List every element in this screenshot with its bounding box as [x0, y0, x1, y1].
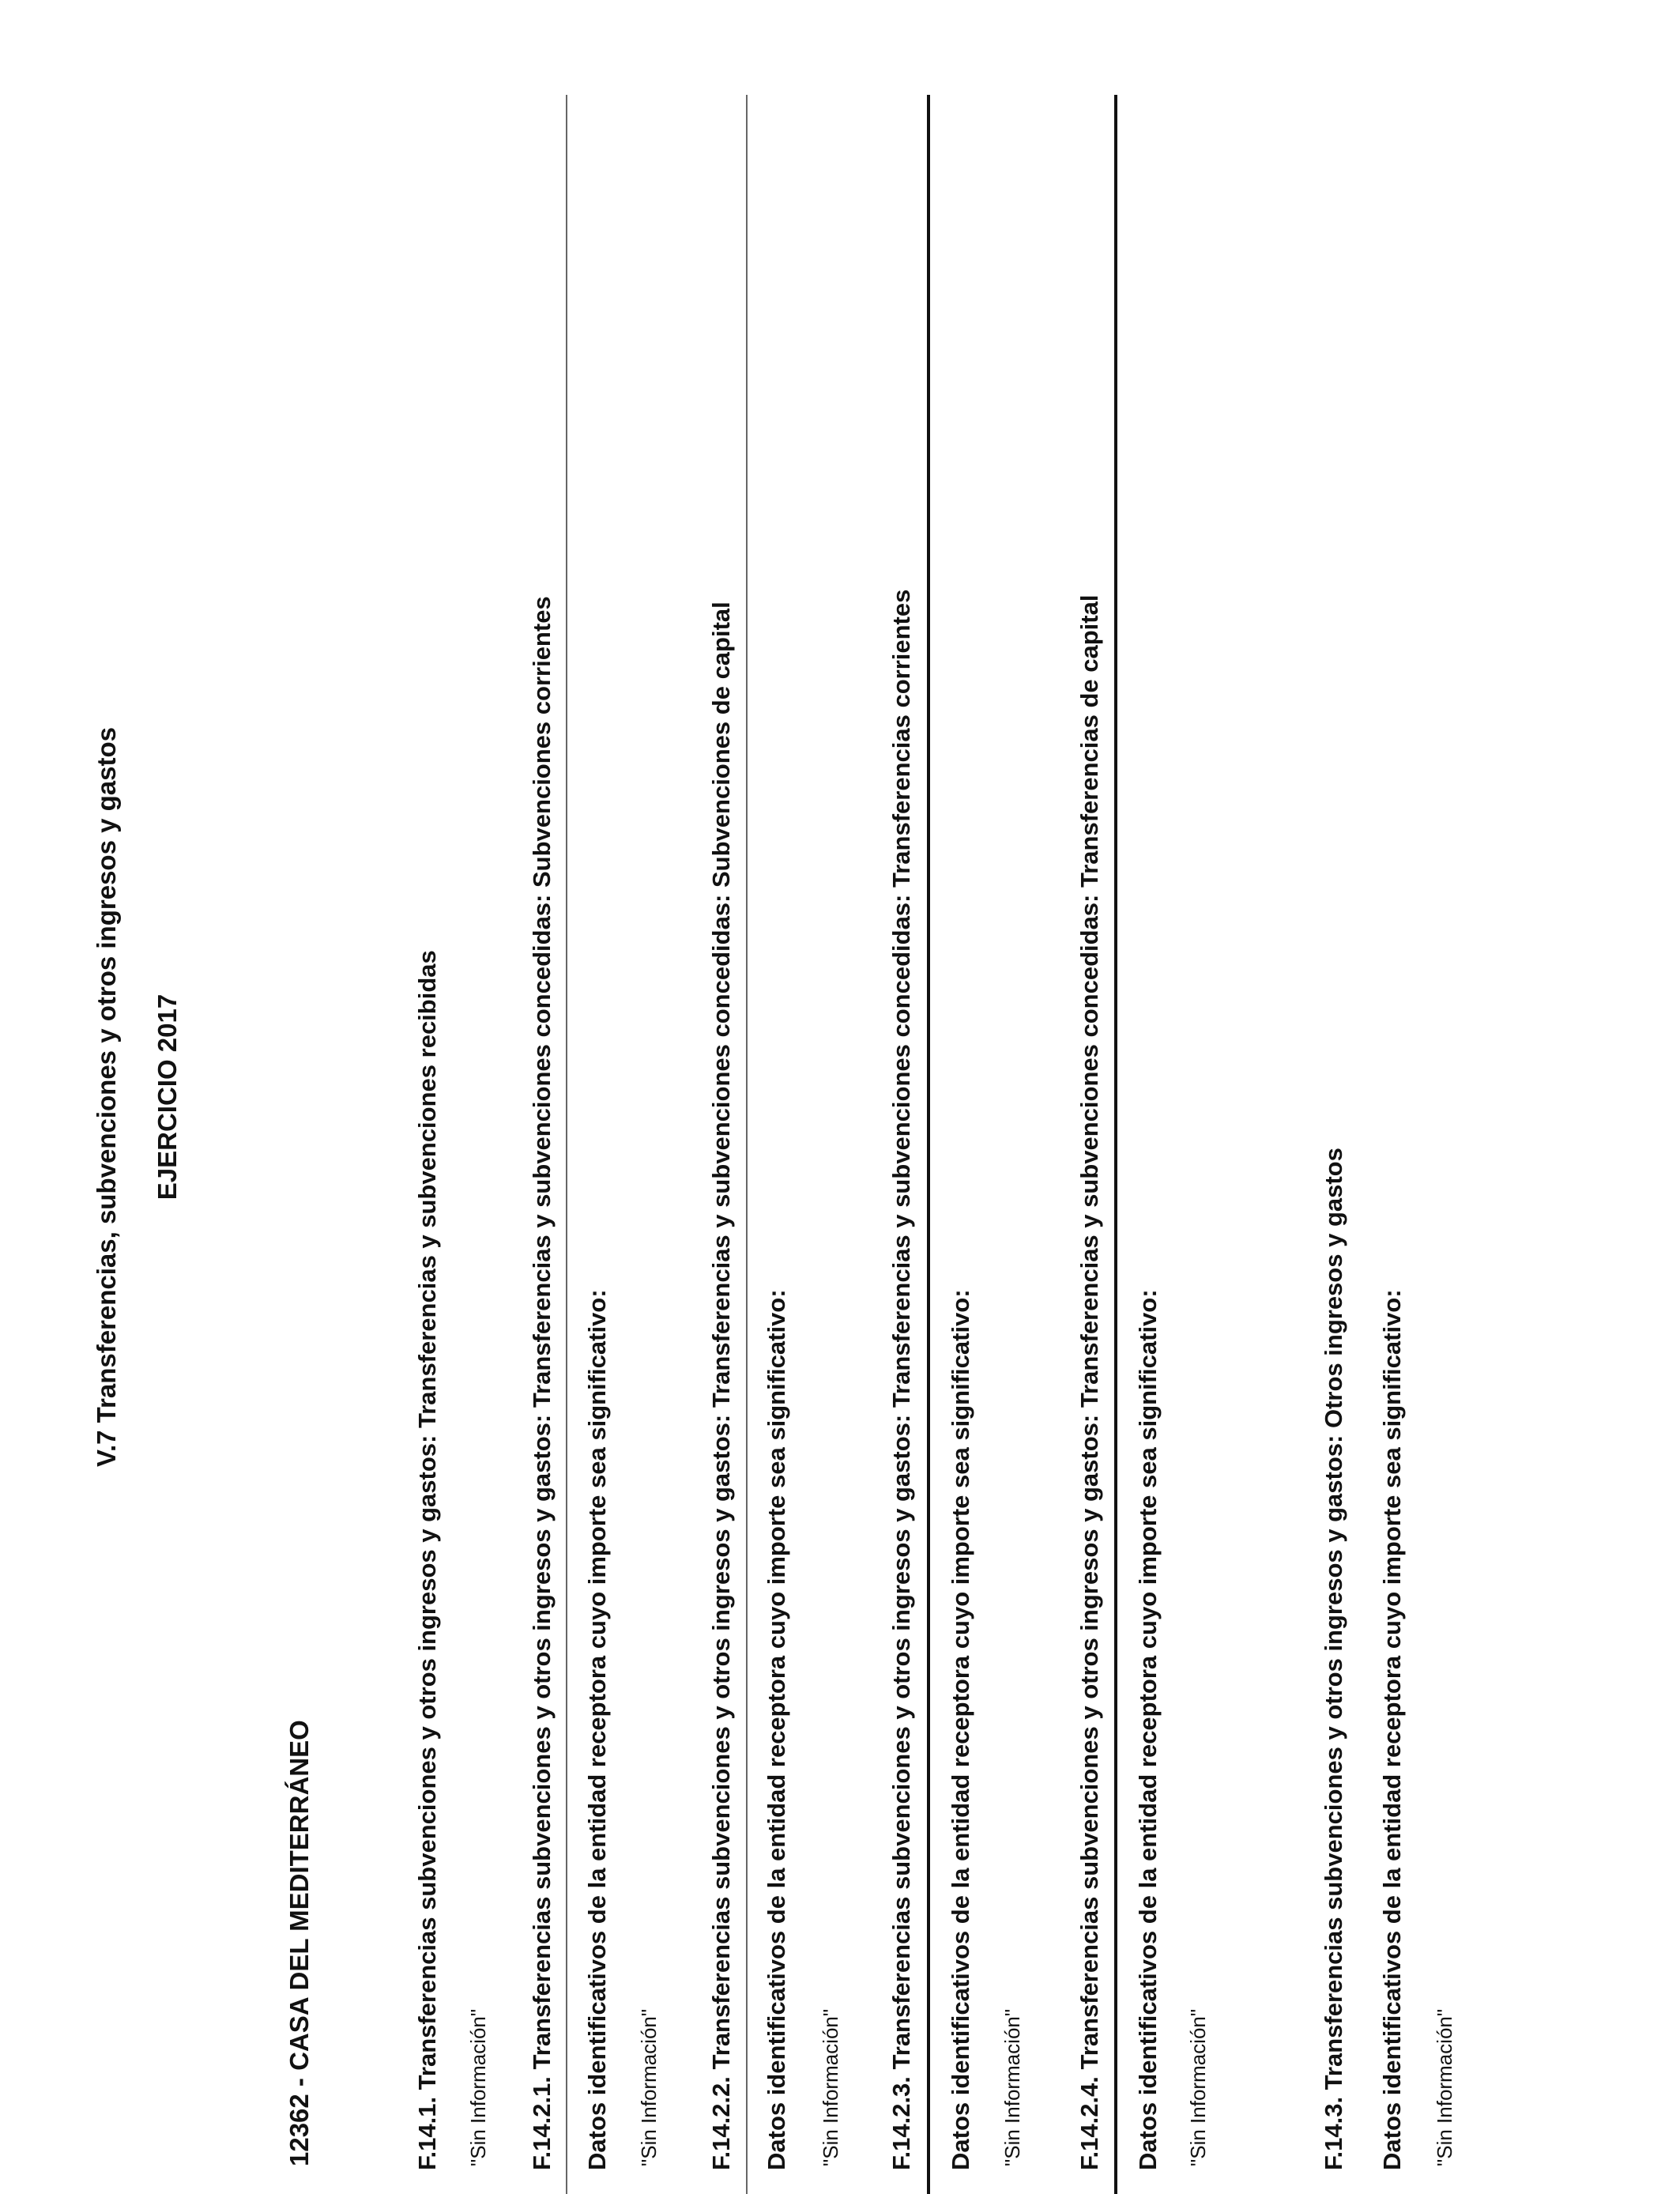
document-title: V.7 Transferencias, subvenciones y otros ingresos y gastos: [92, 727, 121, 1468]
receptor-data-label: Datos identificativos de la entidad receptora cuyo importe sea significativo:: [1134, 1289, 1162, 2170]
exercise-year: EJERCICIO 2017: [153, 993, 182, 1201]
receptor-data-label: Datos identificativos de la entidad receptora cuyo importe sea significativo:: [947, 1289, 974, 2170]
sin-informacion-text: "Sin Información": [637, 2008, 661, 2166]
sin-informacion-text: "Sin Información": [1000, 2008, 1024, 2166]
receptor-data-label: Datos identificativos de la entidad receptora cuyo importe sea significativo:: [763, 1289, 790, 2170]
sin-informacion-text: "Sin Información": [1433, 2008, 1456, 2166]
receptor-data-label: Datos identificativos de la entidad receptora cuyo importe sea significativo:: [1378, 1289, 1406, 2170]
section-heading: F.14.1. Transferencias subvenciones y otros ingresos y gastos: Transferencias y subvenciones recibidas: [413, 950, 441, 2170]
section-divider: [746, 95, 748, 2194]
section-heading: F.14.2.4. Transferencias subvenciones y otros ingresos y gastos: Transferencias y subvenciones concedidas: Transferencias de capital: [1075, 594, 1103, 2170]
section-heading: F.14.2.1. Transferencias subvenciones y otros ingresos y gastos: Transferencias y subvenciones concedidas: Subvenciones corrientes: [528, 596, 556, 2170]
section-divider: [927, 95, 930, 2194]
sin-informacion-text: "Sin Información": [1186, 2008, 1210, 2166]
section-heading: F.14.2.2. Transferencias subvenciones y otros ingresos y gastos: Transferencias y subvenciones concedidas: Subvenciones de capital: [707, 601, 735, 2170]
section-heading: F.14.2.3. Transferencias subvenciones y otros ingresos y gastos: Transferencias y subvenciones concedidas: Transferencias corrientes: [887, 589, 915, 2170]
section-heading: F.14.3. Transferencias subvenciones y otros ingresos y gastos: Otros ingresos y gastos: [1320, 1148, 1347, 2170]
section-divider: [566, 95, 567, 2194]
sin-informacion-text: "Sin Información": [466, 2008, 490, 2166]
sin-informacion-text: "Sin Información": [819, 2008, 842, 2166]
receptor-data-label: Datos identificativos de la entidad receptora cuyo importe sea significativo:: [583, 1289, 611, 2170]
section-divider: [1114, 95, 1117, 2194]
entity-name: 12362 - CASA DEL MEDITERRÁNEO: [284, 1720, 314, 2166]
